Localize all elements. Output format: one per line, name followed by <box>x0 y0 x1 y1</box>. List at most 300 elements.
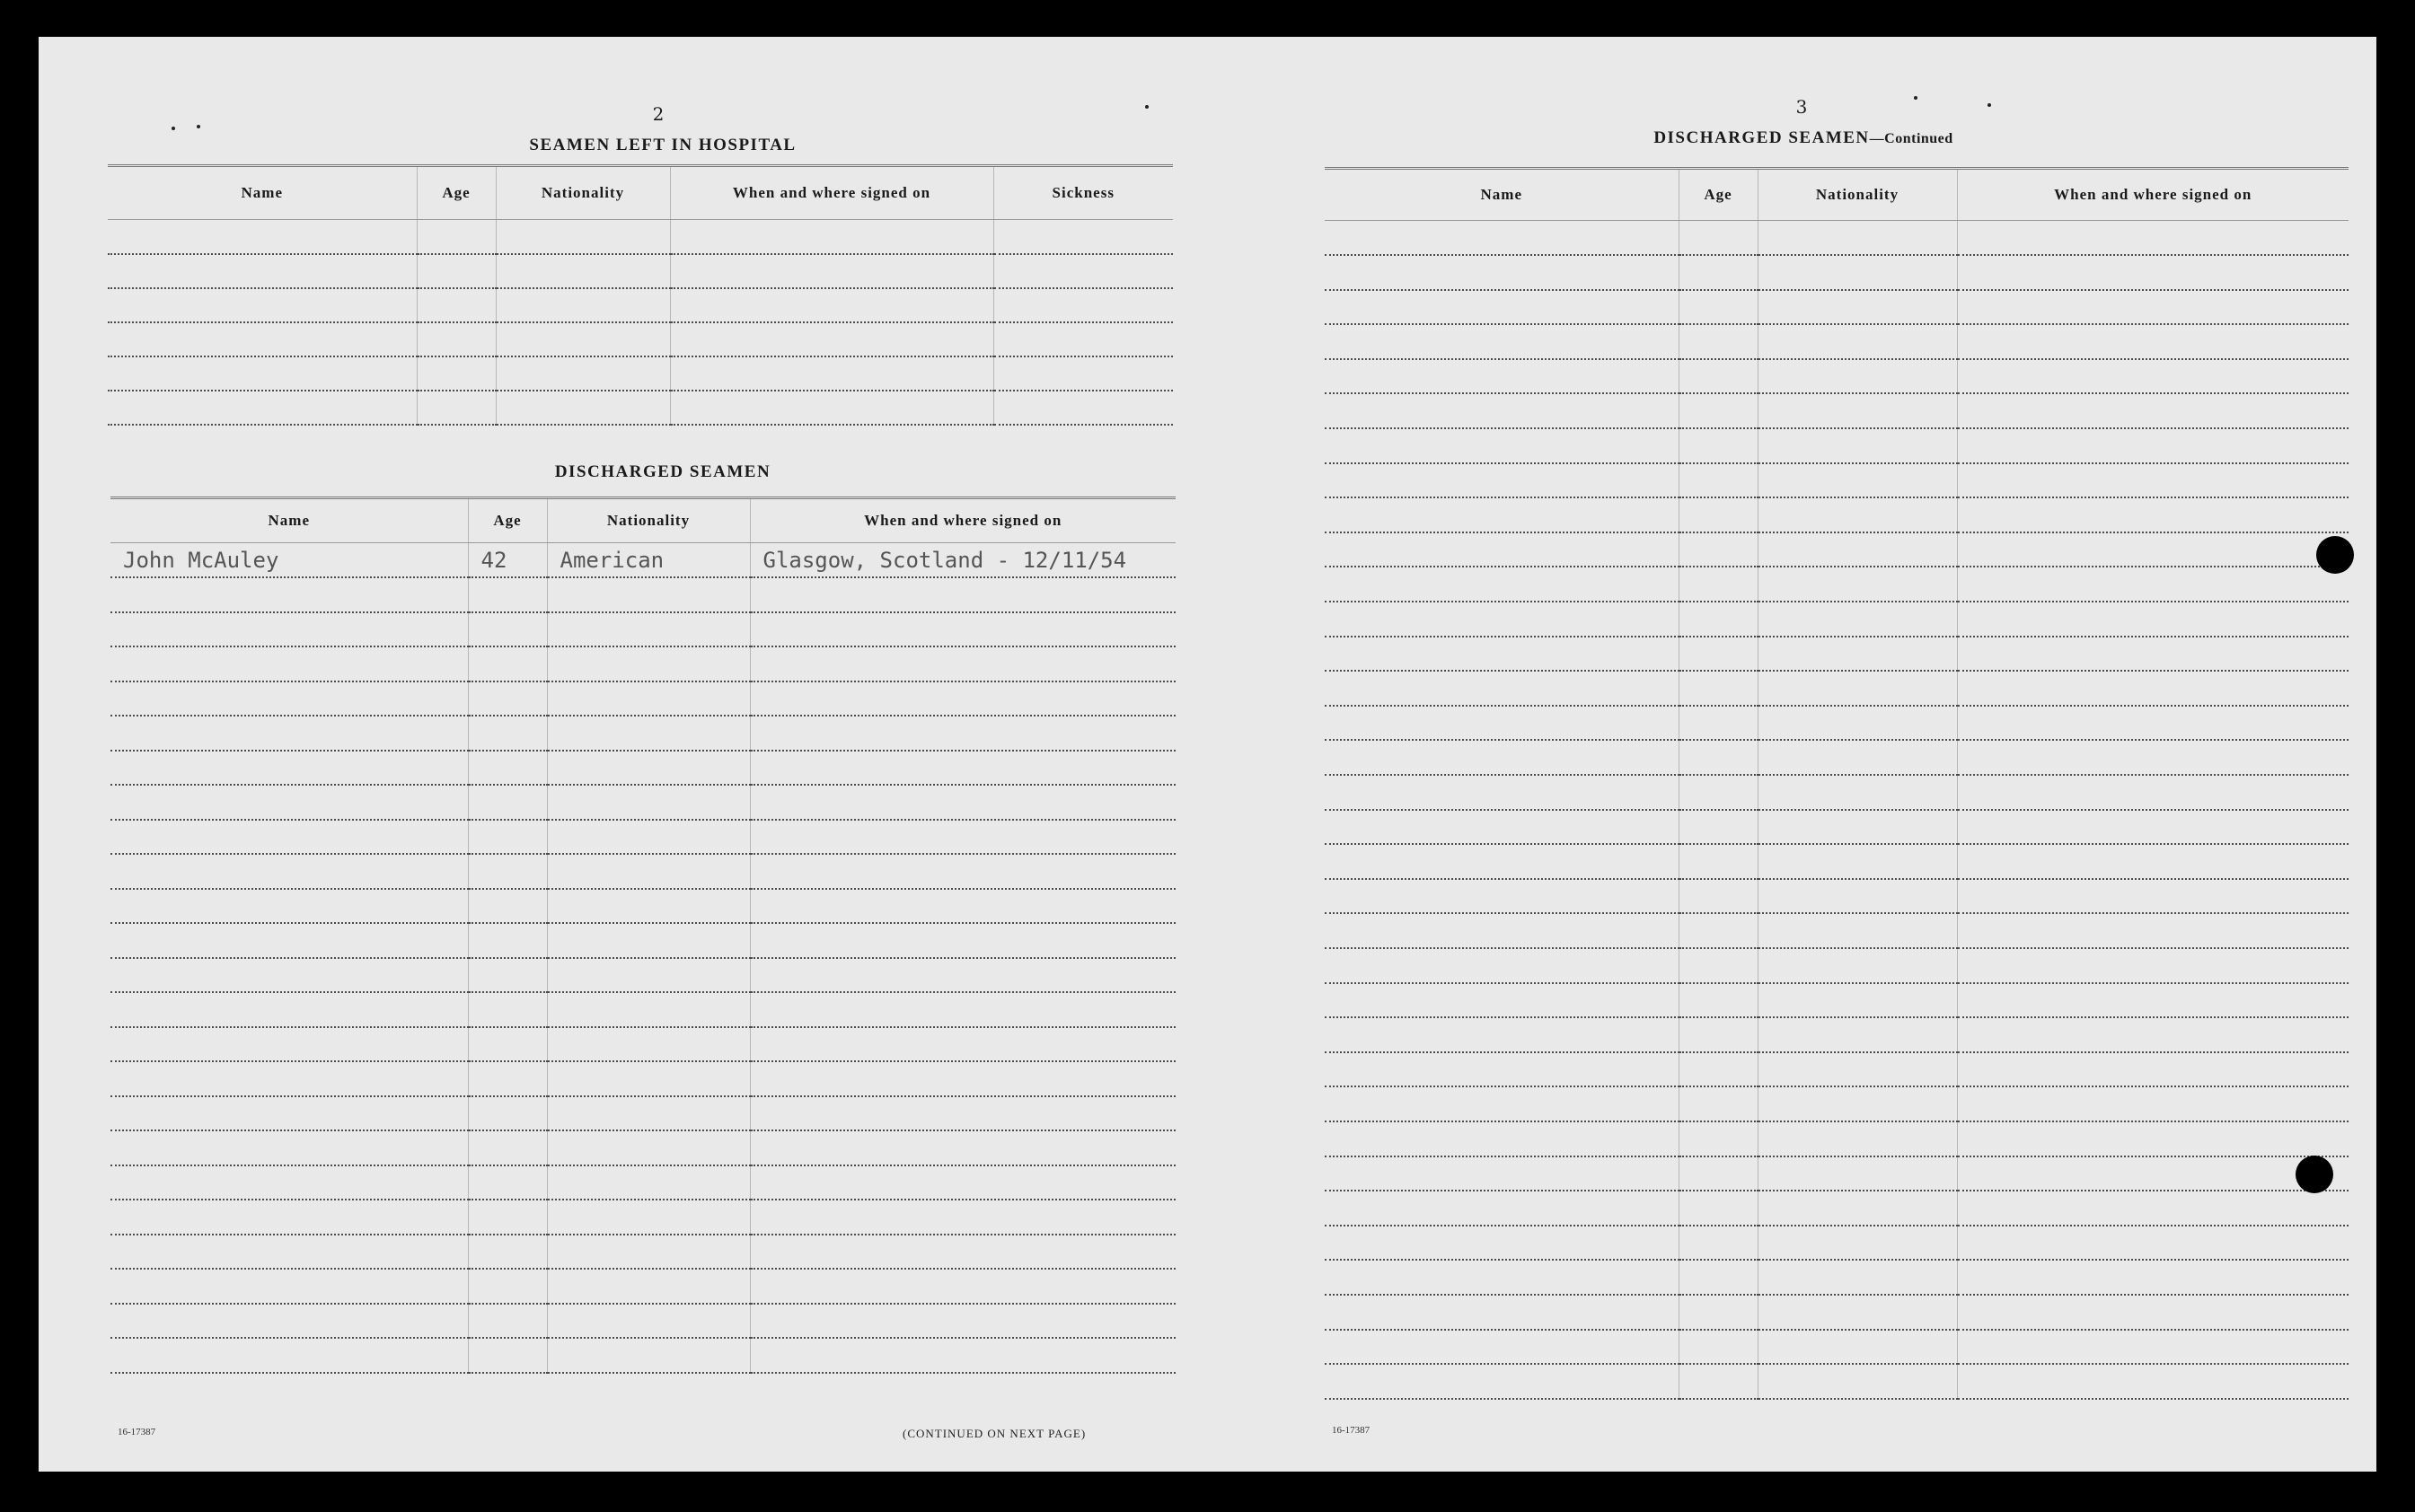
table-cell <box>110 820 468 855</box>
table-cell <box>1758 602 1957 637</box>
table-cell <box>468 958 547 993</box>
table-cell <box>110 716 468 751</box>
table-row <box>1325 1191 2349 1226</box>
table-cell <box>1325 602 1679 637</box>
table-row <box>1325 983 2349 1018</box>
title-suffix: —Continued <box>1869 131 1953 146</box>
table-cell <box>1957 1191 2349 1226</box>
table-row <box>110 992 1176 1027</box>
table-row <box>110 958 1176 993</box>
table-cell <box>993 288 1173 322</box>
table-cell <box>110 785 468 820</box>
table-cell <box>1957 1156 2349 1191</box>
table-row <box>110 577 1176 612</box>
table-cell <box>750 992 1176 1027</box>
table-cell: Glasgow, Scotland - 12/11/54 <box>750 543 1176 578</box>
discharged-continued-table <box>1325 167 2349 1400</box>
table-cell <box>1758 810 1957 845</box>
table-cell <box>1957 428 2349 463</box>
table-cell <box>110 681 468 716</box>
table-row <box>1325 532 2349 567</box>
table-cell <box>1957 324 2349 359</box>
table-row <box>1325 324 2349 359</box>
table-cell <box>1325 359 1679 394</box>
table-cell <box>1325 844 1679 879</box>
table-cell <box>1758 740 1957 775</box>
column-header-nationality: Nationality <box>1758 169 1957 221</box>
table-cell <box>468 681 547 716</box>
table-row <box>1325 1052 2349 1087</box>
table-cell <box>1679 497 1758 532</box>
table-cell <box>1758 255 1957 290</box>
table-cell <box>110 1165 468 1200</box>
table-cell <box>750 854 1176 889</box>
table-cell <box>547 889 750 924</box>
table-cell <box>468 1165 547 1200</box>
table-cell <box>750 577 1176 612</box>
discharged-header-row <box>110 498 1176 543</box>
table-cell <box>1758 428 1957 463</box>
table-row <box>1325 913 2349 948</box>
table-cell <box>108 356 417 391</box>
table-row <box>1325 255 2349 290</box>
table-cell <box>1957 775 2349 810</box>
table-cell <box>468 1338 547 1373</box>
table-cell <box>108 391 417 425</box>
table-cell <box>1957 497 2349 532</box>
table-cell <box>1758 1017 1957 1052</box>
table-cell <box>1679 1191 1758 1226</box>
table-row <box>110 1200 1176 1235</box>
scan-speck <box>1145 105 1149 109</box>
table-cell <box>1679 1052 1758 1087</box>
table-row <box>1325 1156 2349 1191</box>
table-cell <box>1758 324 1957 359</box>
table-cell <box>1325 671 1679 706</box>
column-header-age: Age <box>417 166 496 220</box>
table-cell <box>1758 1330 1957 1365</box>
table-cell <box>670 288 993 322</box>
table-row <box>110 889 1176 924</box>
table-cell <box>1679 532 1758 567</box>
table-cell <box>417 220 496 254</box>
table-cell <box>1957 290 2349 325</box>
page-number: 3 <box>1795 96 1808 118</box>
table-cell <box>1325 255 1679 290</box>
punch-hole <box>2296 1156 2333 1193</box>
table-cell <box>1679 637 1758 672</box>
table-cell <box>110 1235 468 1270</box>
table-cell <box>468 1235 547 1270</box>
table-cell <box>547 1165 750 1200</box>
table-cell <box>110 958 468 993</box>
table-cell <box>1758 637 1957 672</box>
table-cell: 42 <box>468 543 547 578</box>
table-cell <box>417 391 496 425</box>
table-row <box>108 254 1173 288</box>
column-header-signed-on: When and where signed on <box>750 498 1176 543</box>
table-cell <box>1758 1121 1957 1156</box>
table-cell <box>547 646 750 681</box>
table-cell <box>750 1061 1176 1096</box>
table-cell <box>1325 948 1679 983</box>
table-row <box>110 1304 1176 1339</box>
table-cell <box>670 220 993 254</box>
table-cell <box>496 254 670 288</box>
column-header-nationality: Nationality <box>547 498 750 543</box>
table-row <box>1325 810 2349 845</box>
table-row <box>1325 497 2349 532</box>
table-cell <box>1758 359 1957 394</box>
table-row <box>1325 706 2349 741</box>
table-row <box>1325 221 2349 256</box>
scan-speck <box>172 127 175 130</box>
column-header-signed-on: When and where signed on <box>670 166 993 220</box>
table-cell <box>417 254 496 288</box>
table-cell <box>468 889 547 924</box>
table-cell <box>1758 1226 1957 1261</box>
table-row <box>108 356 1173 391</box>
table-cell <box>110 992 468 1027</box>
table-cell <box>1957 637 2349 672</box>
table-cell <box>1957 1052 2349 1087</box>
table-cell <box>110 1061 468 1096</box>
table-cell <box>1325 1052 1679 1087</box>
right-page <box>1278 37 2376 1472</box>
table-cell <box>1325 428 1679 463</box>
table-cell <box>1758 1364 1957 1399</box>
table-row <box>1325 1260 2349 1295</box>
table-row <box>110 751 1176 786</box>
table-cell <box>750 646 1176 681</box>
table-cell <box>1679 775 1758 810</box>
table-cell <box>1325 1295 1679 1330</box>
table-cell <box>110 1027 468 1062</box>
table-cell <box>547 577 750 612</box>
table-row <box>1325 1330 2349 1365</box>
table-cell <box>750 889 1176 924</box>
ledger-sheet <box>39 37 2376 1472</box>
table-cell <box>1325 1191 1679 1226</box>
table-cell <box>468 1269 547 1304</box>
table-cell <box>110 751 468 786</box>
table-cell <box>496 220 670 254</box>
table-row <box>1325 671 2349 706</box>
table-row <box>1325 775 2349 810</box>
discharged-section-title: DISCHARGED SEAMEN <box>554 462 771 481</box>
table-cell <box>750 1235 1176 1270</box>
column-header-age: Age <box>468 498 547 543</box>
table-cell <box>496 288 670 322</box>
table-cell <box>547 1130 750 1165</box>
table-cell <box>750 1027 1176 1062</box>
table-cell <box>1758 948 1957 983</box>
table-cell <box>1679 913 1758 948</box>
table-cell <box>1758 1191 1957 1226</box>
table-cell <box>496 391 670 425</box>
table-cell <box>1957 602 2349 637</box>
table-cell <box>993 220 1173 254</box>
table-cell: John McAuley <box>110 543 468 578</box>
table-row <box>1325 1226 2349 1261</box>
table-cell <box>1679 706 1758 741</box>
table-cell <box>547 1200 750 1235</box>
table-cell <box>750 785 1176 820</box>
column-header-sickness: Sickness <box>993 166 1173 220</box>
table-cell <box>1957 810 2349 845</box>
table-cell <box>1679 740 1758 775</box>
table-row <box>1325 393 2349 428</box>
table-cell <box>1679 602 1758 637</box>
table-cell <box>993 322 1173 356</box>
table-cell <box>1325 567 1679 602</box>
table-row <box>110 1338 1176 1373</box>
table-cell <box>1679 359 1758 394</box>
table-cell <box>110 1269 468 1304</box>
table-cell <box>1679 983 1758 1018</box>
table-cell <box>417 322 496 356</box>
table-cell <box>1679 879 1758 914</box>
table-cell <box>1679 221 1758 256</box>
title-text: DISCHARGED SEAMEN <box>1653 128 1870 147</box>
table-row <box>110 1130 1176 1165</box>
table-cell <box>1325 393 1679 428</box>
table-row <box>110 1235 1176 1270</box>
table-cell <box>1325 324 1679 359</box>
table-cell <box>1758 844 1957 879</box>
table-row <box>108 220 1173 254</box>
table-cell <box>468 1200 547 1235</box>
table-cell <box>547 716 750 751</box>
table-row <box>110 646 1176 681</box>
table-cell <box>496 322 670 356</box>
table-cell <box>1679 255 1758 290</box>
punch-hole <box>2316 536 2354 574</box>
table-cell <box>1679 671 1758 706</box>
table-cell <box>468 1130 547 1165</box>
table-cell <box>670 391 993 425</box>
table-cell <box>468 820 547 855</box>
table-cell <box>547 923 750 958</box>
table-cell <box>547 1061 750 1096</box>
table-cell <box>468 1061 547 1096</box>
table-cell <box>417 288 496 322</box>
table-row <box>110 1269 1176 1304</box>
continued-note: (CONTINUED ON NEXT PAGE) <box>903 1427 1087 1440</box>
table-cell <box>1325 1364 1679 1399</box>
table-cell <box>547 751 750 786</box>
scan-speck <box>1988 103 1991 107</box>
table-row <box>1325 1121 2349 1156</box>
table-cell <box>1325 637 1679 672</box>
table-cell <box>110 1304 468 1339</box>
table-cell <box>547 1269 750 1304</box>
table-cell <box>1679 1364 1758 1399</box>
table-row <box>1325 290 2349 325</box>
discharged-table <box>110 497 1176 1374</box>
table-cell <box>1679 1330 1758 1365</box>
table-cell <box>1758 463 1957 498</box>
table-cell <box>1679 1086 1758 1121</box>
table-cell <box>1325 221 1679 256</box>
table-cell <box>1679 428 1758 463</box>
table-cell <box>750 612 1176 647</box>
table-row <box>1325 740 2349 775</box>
table-cell <box>1679 567 1758 602</box>
table-cell <box>468 1027 547 1062</box>
table-cell <box>750 958 1176 993</box>
table-cell <box>1758 706 1957 741</box>
table-cell <box>547 1304 750 1339</box>
table-cell <box>1957 532 2349 567</box>
table-row <box>1325 1086 2349 1121</box>
table-cell <box>547 992 750 1027</box>
table-cell <box>547 1027 750 1062</box>
table-cell <box>1758 221 1957 256</box>
table-row <box>1325 948 2349 983</box>
table-cell <box>1957 221 2349 256</box>
table-cell <box>108 288 417 322</box>
table-cell <box>110 889 468 924</box>
hospital-table <box>108 164 1173 426</box>
table-row <box>108 288 1173 322</box>
table-cell <box>1679 1017 1758 1052</box>
table-cell <box>108 220 417 254</box>
table-cell <box>110 923 468 958</box>
table-cell <box>110 1200 468 1235</box>
table-row <box>108 322 1173 356</box>
table-cell <box>108 254 417 288</box>
column-header-nationality: Nationality <box>496 166 670 220</box>
table-cell <box>1679 1226 1758 1261</box>
table-cell <box>1325 913 1679 948</box>
table-cell <box>750 1304 1176 1339</box>
table-cell <box>547 681 750 716</box>
table-cell <box>468 646 547 681</box>
table-cell <box>547 785 750 820</box>
table-row <box>1325 567 2349 602</box>
table-row <box>1325 1017 2349 1052</box>
table-cell <box>1325 1086 1679 1121</box>
table-cell <box>1679 810 1758 845</box>
table-row <box>110 681 1176 716</box>
table-cell: American <box>547 543 750 578</box>
table-row <box>1325 602 2349 637</box>
table-cell <box>1957 879 2349 914</box>
table-cell <box>1325 1121 1679 1156</box>
discharged-continued-title <box>1449 128 2158 148</box>
table-row <box>108 391 1173 425</box>
table-cell <box>1325 810 1679 845</box>
table-cell <box>1957 1364 2349 1399</box>
table-cell <box>1679 463 1758 498</box>
table-row <box>110 785 1176 820</box>
table-cell <box>417 356 496 391</box>
table-cell <box>1325 879 1679 914</box>
table-cell <box>1957 1017 2349 1052</box>
table-cell <box>1758 983 1957 1018</box>
table-cell <box>1758 1295 1957 1330</box>
table-cell <box>1758 1052 1957 1087</box>
table-row <box>1325 1364 2349 1399</box>
table-cell <box>750 923 1176 958</box>
table-cell <box>1325 290 1679 325</box>
form-number: 16-17387 <box>118 1427 156 1437</box>
left-page <box>39 37 1197 1472</box>
table-cell <box>468 577 547 612</box>
table-row <box>1325 844 2349 879</box>
table-row <box>110 716 1176 751</box>
table-cell <box>670 254 993 288</box>
table-cell <box>1679 290 1758 325</box>
table-row <box>110 923 1176 958</box>
column-header-signed-on: When and where signed on <box>1957 169 2349 221</box>
table-cell <box>468 785 547 820</box>
table-cell <box>468 992 547 1027</box>
table-cell <box>468 612 547 647</box>
table-cell <box>750 1269 1176 1304</box>
table-cell <box>110 1096 468 1131</box>
table-cell <box>547 612 750 647</box>
table-row <box>110 1165 1176 1200</box>
table-cell <box>993 356 1173 391</box>
table-cell <box>1679 324 1758 359</box>
table-cell <box>1325 775 1679 810</box>
page-number: 2 <box>652 103 665 125</box>
table-cell <box>993 254 1173 288</box>
hospital-section-title: SEAMEN LEFT IN HOSPITAL <box>529 136 797 154</box>
table-cell <box>110 1338 468 1373</box>
table-row <box>110 820 1176 855</box>
table-cell <box>1325 740 1679 775</box>
table-cell <box>1957 913 2349 948</box>
table-cell <box>750 1200 1176 1235</box>
table-cell <box>547 1096 750 1131</box>
table-cell <box>1325 1226 1679 1261</box>
table-cell <box>1957 1226 2349 1261</box>
table-cell <box>750 1130 1176 1165</box>
table-cell <box>1679 1260 1758 1295</box>
table-cell <box>547 958 750 993</box>
table-cell <box>1325 983 1679 1018</box>
table-row <box>1325 428 2349 463</box>
table-row <box>1325 1295 2349 1330</box>
table-cell <box>547 1235 750 1270</box>
table-cell <box>468 1096 547 1131</box>
table-cell <box>1758 1260 1957 1295</box>
table-cell <box>670 356 993 391</box>
table-cell <box>1325 497 1679 532</box>
table-cell <box>1758 393 1957 428</box>
table-row <box>110 1061 1176 1096</box>
column-header-name: Name <box>110 498 468 543</box>
table-row <box>110 543 1176 578</box>
table-cell <box>750 1096 1176 1131</box>
table-cell <box>1325 532 1679 567</box>
table-cell <box>1957 359 2349 394</box>
table-cell <box>1957 671 2349 706</box>
column-header-name: Name <box>108 166 417 220</box>
table-cell <box>1758 1086 1957 1121</box>
table-cell <box>468 854 547 889</box>
table-cell <box>1957 1260 2349 1295</box>
table-cell <box>1325 1017 1679 1052</box>
table-cell <box>1758 532 1957 567</box>
table-cell <box>1758 879 1957 914</box>
hospital-header-row <box>108 166 1173 220</box>
table-cell <box>750 1338 1176 1373</box>
table-cell <box>1758 567 1957 602</box>
